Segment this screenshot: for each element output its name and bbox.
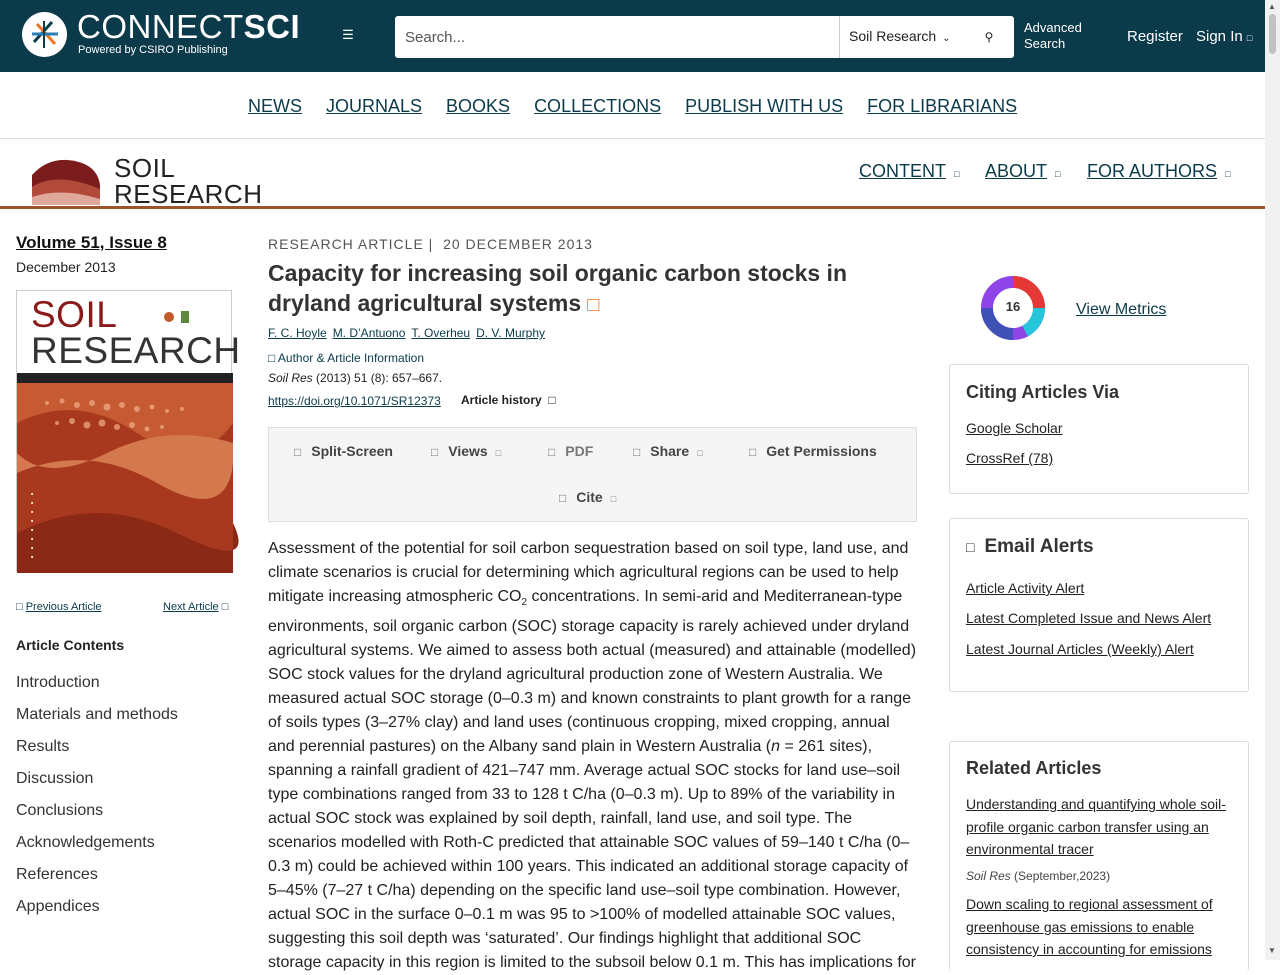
toc-item-acknowledgements[interactable]: Acknowledgements — [16, 834, 155, 851]
altmetric-badge[interactable] — [980, 275, 1046, 341]
share-icon: □ — [633, 445, 641, 459]
article-meta: RESEARCH ARTICLE | 20 DECEMBER 2013 — [268, 236, 593, 252]
views-button[interactable]: □ Views □ — [431, 443, 502, 459]
email-alerts-box — [949, 518, 1249, 692]
views-icon: □ — [431, 445, 439, 459]
info-icon: □ — [268, 351, 276, 365]
latest-issue-alert-link[interactable]: Latest Completed Issue and News Alert — [966, 610, 1212, 626]
open-access-icon: □ — [587, 294, 600, 316]
author-link[interactable]: M. D’Antuono — [332, 326, 406, 340]
register-link[interactable]: Register — [1127, 28, 1183, 45]
journal-header — [0, 139, 1265, 209]
author-link[interactable]: T. Overheu — [411, 326, 471, 340]
chevron-down-icon: ⌄ — [942, 33, 951, 44]
cite-button[interactable]: □ Cite □ — [559, 489, 617, 505]
article-history-toggle[interactable]: Article history □ — [461, 393, 556, 407]
nav-collections[interactable]: COLLECTIONS — [534, 96, 662, 116]
user-icon: □ — [1246, 33, 1253, 43]
scrollbar-thumb[interactable] — [1269, 14, 1276, 54]
issue-cover-image[interactable] — [16, 290, 241, 572]
doi-link[interactable]: https://doi.org/10.1071/SR12373 — [268, 394, 441, 408]
scroll-down-icon[interactable]: ▼ — [1268, 946, 1276, 955]
author-link[interactable]: D. V. Murphy — [476, 326, 546, 340]
brand-tagline: Powered by CSIRO Publishing — [78, 44, 228, 56]
search-input[interactable] — [395, 16, 840, 58]
connectsci-logo-icon — [22, 12, 67, 57]
scroll-up-icon[interactable]: ▲ — [1268, 2, 1276, 11]
view-metrics-link[interactable]: View Metrics — [1076, 301, 1167, 318]
soil-research-logo-icon — [32, 157, 102, 205]
search-divider — [839, 16, 840, 58]
chevron-right-icon: □ — [221, 601, 229, 613]
toc-item-conclusions[interactable]: Conclusions — [16, 802, 104, 819]
page-scrollbar[interactable] — [1265, 0, 1280, 960]
get-permissions-button[interactable]: □ Get Permissions — [749, 443, 877, 459]
chevron-down-icon: □ — [1055, 169, 1061, 179]
article-citation: Soil Res (2013) 51 (8): 657–667. — [268, 371, 443, 385]
author-link[interactable]: F. C. Hoyle — [268, 326, 327, 340]
nav-journals[interactable]: JOURNALS — [326, 96, 423, 116]
article-date: 20 DECEMBER 2013 — [443, 236, 593, 252]
search-icon[interactable]: ⚲ — [984, 30, 994, 44]
split-screen-icon: □ — [294, 445, 302, 459]
chevron-down-icon: □ — [954, 169, 960, 179]
issue-date: December 2013 — [16, 259, 116, 275]
nav-books[interactable]: BOOKS — [446, 96, 511, 116]
bell-icon: □ — [966, 539, 975, 555]
pdf-icon: □ — [548, 445, 556, 459]
related-article-link[interactable]: Down scaling to regional assessment of greenhouse gas emissions to enable consistency in accounting for emissions — [966, 896, 1213, 957]
hamburger-icon[interactable]: ☰ — [342, 27, 354, 42]
chevron-down-icon: □ — [610, 494, 617, 504]
brand-wordmark: CONNECTSCI — [77, 8, 301, 45]
toc-item-introduction[interactable]: Introduction — [16, 674, 100, 691]
crossref-link[interactable]: CrossRef (78) — [966, 450, 1054, 466]
author-list — [268, 326, 551, 340]
chevron-down-icon: □ — [495, 448, 502, 458]
article-abstract: Assessment of the potential for soil carbon sequestration based on soil type, land use, and climate scenarios is crucial for determining which agricultural regions can be used to help mitigate increasing atmospheric $CO_2$ concentrations. In semi-arid and Mediterranean-type environments, soil organic carbon (SOC) storage capacity is rarely achieved under dryland agricultural systems. We aimed to assess both actual (measured) and attainable (modelled) SOC stock values for the dryland agricultural production zone of Western Australia. We measured actual SOC storage (0–0.3 m) and known constraints to plant growth for a range of soils types (3–27% clay) and land uses (continuous cropping, mixed cropping, annual and perennial pastures) on the Albany sand plain in Western Australia (n = 261 sites), spanning a rainfall gradient of 421–747 mm. Average actual SOC stocks for land use–soil type combinations ranged from 33 to 128 t C/ha (0–0.3 m). Up to 89% of the variability in actual SOC stock was explained by soil depth, rainfall, land use, and soil type. The scenarios modelled with Roth-C predicted that attainable SOC values of 59–140 t C/ha (0–0.3 m) could be achieved within 100 years. This indicated an additional storage capacity of 5–45% (7–27 t C/ha) depending on the specific land use–soil type combination. However, actual SOC in the surface 0–0.1 m was 95 to >100% of modelled attainable SOC values, suggesting this soil depth was ‘saturated’. Our findings highlight that additional SOC storage capacity in this region is limited to the subsoil below 0.1 m. This has implications for — [268, 540, 917, 972]
advanced-search-link[interactable]: Advanced Search — [1024, 20, 1082, 51]
toc-item-discussion[interactable]: Discussion — [16, 770, 94, 787]
article-type: RESEARCH ARTICLE — [268, 236, 424, 252]
cover-title: SOIL RESEARCH — [31, 294, 241, 371]
chevron-left-icon: □ — [16, 601, 23, 613]
journal-nav-about[interactable]: ABOUT □ — [985, 161, 1061, 181]
nav-news[interactable]: NEWS — [248, 96, 302, 116]
previous-article-link[interactable]: □ Previous Article — [16, 601, 102, 613]
weekly-alert-link[interactable]: Latest Journal Articles (Weekly) Alert — [966, 641, 1194, 657]
journal-nav-content[interactable]: CONTENT □ — [859, 161, 960, 181]
main-navigation — [0, 72, 1265, 139]
google-scholar-link[interactable]: Google Scholar — [966, 420, 1063, 436]
toc-item-appendices[interactable]: Appendices — [16, 898, 100, 915]
share-button[interactable]: □ Share □ — [633, 443, 703, 459]
soil-research-logo[interactable] — [32, 149, 263, 209]
journal-wordmark: SOIL RESEARCH — [114, 153, 263, 209]
related-article-source: Soil Res (September,2023) — [966, 869, 1111, 883]
chevron-down-icon: □ — [1225, 169, 1231, 179]
society-logos-icon — [163, 307, 203, 327]
sign-in-link[interactable]: Sign In □ — [1196, 28, 1253, 45]
cover-artwork — [17, 383, 233, 573]
email-alerts-heading: □ Email Alerts — [966, 536, 1094, 557]
split-screen-button[interactable]: □ Split-Screen — [294, 443, 393, 459]
cover-topics: ■ ■ ■ ■ ■ ■ ■ ■ — [31, 491, 34, 559]
related-articles-box — [949, 741, 1249, 971]
chevron-down-icon: □ — [697, 448, 703, 458]
altmetric-score: 16 — [1005, 299, 1021, 314]
toc-item-materials-and-methods[interactable]: Materials and methods — [16, 706, 178, 723]
article-contents-heading: Article Contents — [16, 637, 125, 653]
pdf-button[interactable]: □ PDF — [548, 443, 594, 459]
author-article-info-toggle[interactable]: □ Author & Article Information — [268, 351, 424, 365]
connectsci-logo[interactable] — [22, 8, 312, 60]
article-title: Capacity for increasing soil organic carbon stocks in dryland agricultural systems □ — [268, 260, 847, 316]
nav-publish-with-us[interactable]: PUBLISH WITH US — [685, 96, 844, 116]
next-article-link[interactable]: Next Article □ — [163, 601, 229, 613]
nav-for-librarians[interactable]: FOR LIBRARIANS — [867, 96, 1018, 116]
article-contents-list — [16, 674, 178, 930]
cite-icon: □ — [559, 491, 567, 505]
toc-item-references[interactable]: References — [16, 866, 98, 883]
issue-volume-link[interactable]: Volume 51, Issue 8 — [16, 233, 167, 252]
article-activity-alert-link[interactable]: Article Activity Alert — [966, 580, 1085, 596]
search-scope-select[interactable]: Soil Research ⌄ — [849, 28, 951, 44]
citing-articles-heading: Citing Articles Via — [966, 382, 1120, 402]
chevron-down-icon: □ — [548, 393, 556, 407]
citing-articles-box — [949, 364, 1249, 494]
permissions-icon: □ — [749, 445, 757, 459]
article-toolbar — [268, 427, 917, 522]
site-header — [0, 0, 1265, 72]
journal-nav-for-authors[interactable]: FOR AUTHORS □ — [1087, 161, 1231, 181]
related-articles-heading: Related Articles — [966, 758, 1102, 778]
related-article-link[interactable]: Understanding and quantifying whole soil-profile organic carbon transfer using an environmental tracer — [966, 796, 1226, 857]
cover-band — [17, 373, 233, 383]
toc-item-results[interactable]: Results — [16, 738, 70, 755]
search-bar — [395, 16, 1014, 58]
